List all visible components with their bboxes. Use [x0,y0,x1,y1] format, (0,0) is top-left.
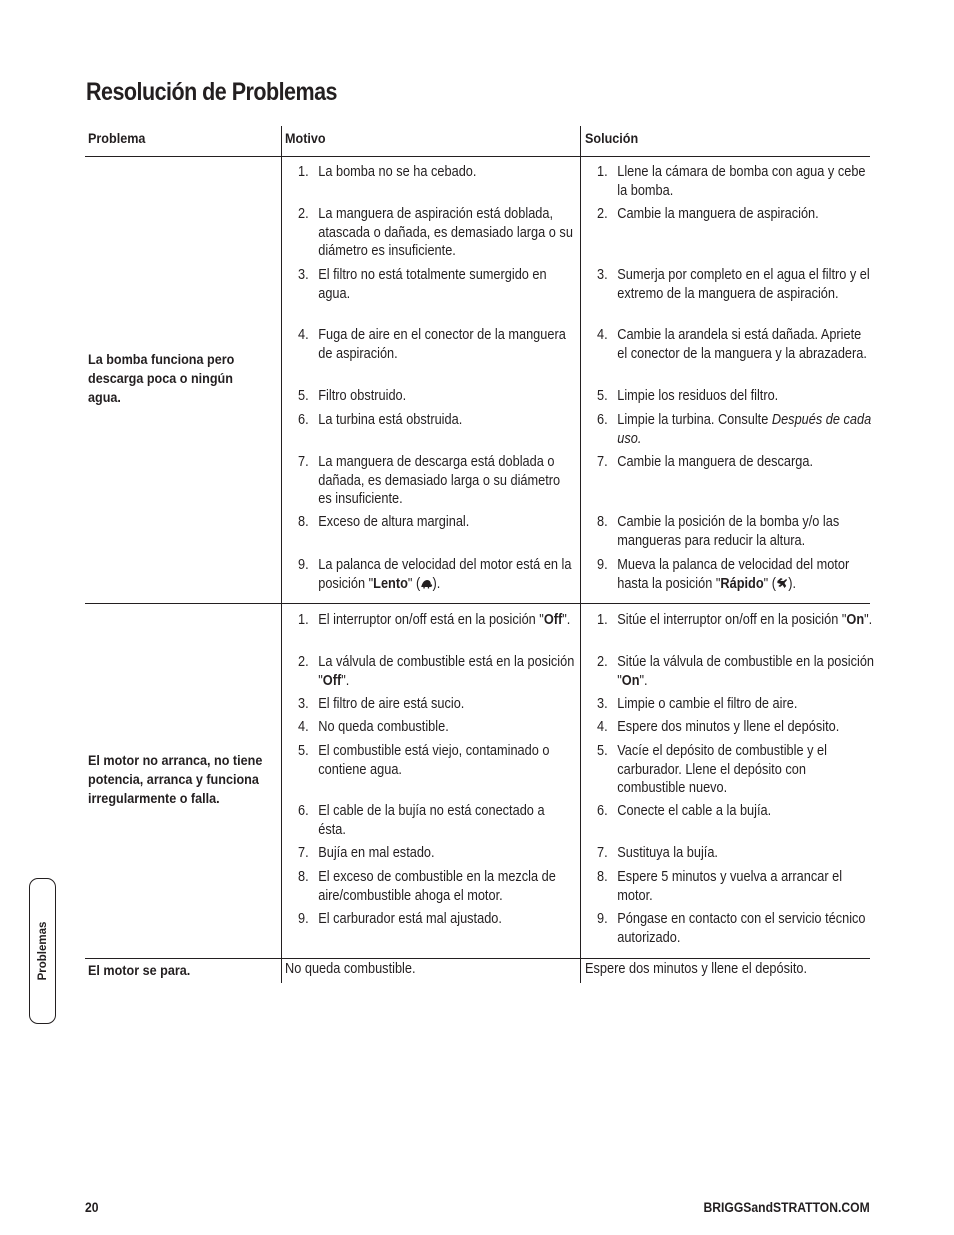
turtle-icon [420,579,432,589]
solution-item: 1. Sitúe el interruptor on/off en la posición "On". [597,612,873,628]
reason-item: 7. Bujía en mal estado. [298,845,435,861]
reason-item: 8. Exceso de altura marginal. [298,514,470,530]
solution-item: 3. Limpie o cambie el filtro de aire. [597,696,798,712]
solution-item: 9. Mueva la palanca de velocidad del motor hasta la posición "Rápido" ( ). [597,557,850,592]
column-divider [281,126,282,983]
reason-item: 6. La turbina está obstruida. [298,412,463,428]
page-title: Resolución de Problemas [86,78,337,106]
solution-item: 6. Limpie la turbina. Consulte Después de cada uso. [597,412,872,447]
reason-item: 7. La manguera de descarga está doblada o dañada, es demasiado larga o su diámetro es insuficiente. [298,454,561,507]
reason-item: 2. La válvula de combustible está en la posición "Off". [298,654,575,689]
solution-item: 5. Limpie los residuos del filtro. [597,388,779,404]
problem-cell: La bomba funciona pero descarga poca o ningún agua. [88,351,235,405]
solution-item: 2. Cambie la manguera de aspiración. [597,206,819,222]
solution-item: 2. Sitúe la válvula de combustible en la posición "On". [597,654,875,689]
column-divider [580,126,581,983]
solution-item: 3. Sumerja por completo en el agua el filtro y el extremo de la manguera de aspiración. [597,267,870,302]
solution-item: 6. Conecte el cable a la bujía. [597,803,772,819]
reason-item: 4. No queda combustible. [298,719,449,735]
solution-item: 9. Póngase en contacto con el servicio técnico autorizado. [597,911,866,946]
reason-item: 3. El filtro de aire está sucio. [298,696,465,712]
reason-item: 6. El cable de la bujía no está conectado a ésta. [298,803,545,838]
solution-item: 1. Llene la cámara de bomba con agua y cebe la bomba. [597,164,866,199]
reason-item: 2. La manguera de aspiración está doblada, atascada o dañada, es demasiado larga o su diámetro es insuficiente. [298,206,573,259]
reason-item: 9. La palanca de velocidad del motor está en la posición "Lento" ( ). [298,557,572,592]
solution-item: 8. Espere 5 minutos y vuelva a arrancar el motor. [597,869,843,904]
reason-item: 8. El exceso de combustible en la mezcla de aire/combustible ahoga el motor. [298,869,556,904]
solution-item: 5. Vacíe el depósito de combustible y el carburador. Llene el depósito con combustible nuevo. [597,743,827,796]
solution-item: 4. Cambie la arandela si está dañada. Apriete el conector de la manguera y la abrazadera. [597,327,867,362]
row-divider [85,958,870,959]
header-problem: Problema [88,130,146,146]
header-reason: Motivo [285,130,326,146]
reason-item: 3. El filtro no está totalmente sumergido en agua. [298,267,547,302]
row-divider [85,603,870,604]
header-rule [85,156,870,157]
reason-item: 9. El carburador está mal ajustado. [298,911,502,927]
reason-item: 1. El interruptor on/off está en la posición "Off". [298,612,571,628]
website-url: BRIGGSandSTRATTON.COM [703,1200,870,1215]
solution-item: 4. Espere dos minutos y llene el depósito. [597,719,840,735]
reason-item: 1. La bomba no se ha cebado. [298,164,477,180]
reason-cell: No queda combustible. [285,961,416,977]
reason-item: 5. Filtro obstruido. [298,388,407,404]
solution-cell: Espere dos minutos y llene el depósito. [585,961,808,977]
rabbit-icon [776,577,788,589]
section-tab-label: Problemas [36,921,49,981]
solution-item: 7. Sustituya la bujía. [597,845,718,861]
problem-cell: El motor se para. [88,962,191,978]
solution-item: 8. Cambie la posición de la bomba y/o las mangueras para reducir la altura. [597,514,840,549]
solution-item: 7. Cambie la manguera de descarga. [597,454,814,470]
problem-cell: El motor no arranca, no tiene potencia, arranca y funciona irregularmente o falla. [88,752,263,806]
section-tab [29,878,56,1024]
header-solution: Solución [585,130,639,146]
reason-item: 4. Fuga de aire en el conector de la manguera de aspiración. [298,327,566,362]
reason-item: 5. El combustible está viejo, contaminado o contiene agua. [298,743,550,778]
page-number: 20 [85,1200,99,1215]
